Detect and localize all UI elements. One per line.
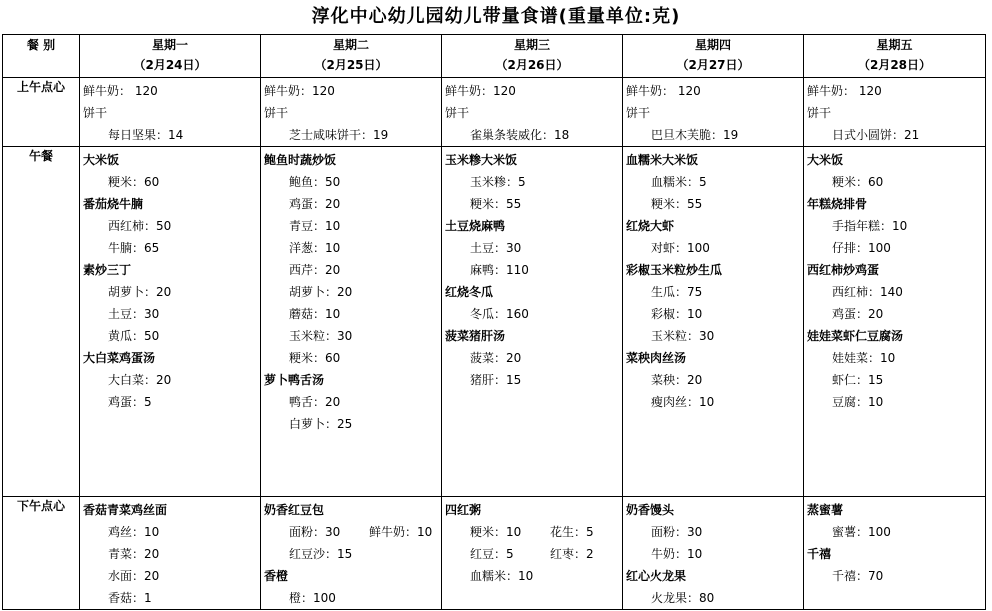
ingredient: 冬瓜：160 (470, 307, 529, 321)
ingredient: 青豆：10 (289, 219, 341, 233)
lunch-row (3, 147, 986, 497)
menu-line: 鲜牛奶：120 (445, 84, 516, 98)
dish-name: 香橙 (264, 569, 289, 583)
menu-line: 饼干 (626, 106, 651, 120)
ingredient: 牛腩：65 (108, 241, 160, 255)
ingredient: 鸡蛋：20 (832, 307, 884, 321)
dish-name: 玉米糁大米饭 (445, 153, 518, 167)
dish-name: 菜秧肉丝汤 (626, 351, 687, 365)
ingredient: 洋葱：10 (289, 241, 341, 255)
ingredient: 粳米：55 (651, 197, 703, 211)
dish-name: 大白菜鸡蛋汤 (83, 351, 156, 365)
day-header-thu (623, 35, 804, 78)
afternoon-cell-thu (623, 497, 804, 610)
ingredient: 玉米糁：5 (470, 175, 526, 189)
morning-cell-tue (261, 78, 442, 147)
day-name: 星期二 (332, 38, 369, 52)
menu-line: 每日坚果：14 (108, 128, 184, 142)
morning-snack-row (3, 78, 986, 147)
ingredient: 鲜牛奶：10 (369, 525, 433, 539)
lunch-cell-thu (623, 147, 804, 497)
ingredient: 鸡蛋：20 (289, 197, 341, 211)
ingredient: 土豆：30 (108, 307, 160, 321)
menu-line: 饼干 (445, 106, 470, 120)
lunch-cell-wed (442, 147, 623, 497)
ingredient: 玉米粒：30 (289, 329, 353, 343)
ingredient: 对虾：100 (651, 241, 710, 255)
ingredient: 蜜薯：100 (832, 525, 891, 539)
dish-name: 鲍鱼时蔬炒饭 (264, 153, 337, 167)
ingredient: 彩椒：10 (651, 307, 703, 321)
afternoon-cell-mon (80, 497, 261, 610)
ingredient: 娃娃菜：10 (832, 351, 896, 365)
day-header-wed (442, 35, 623, 78)
ingredient: 红枣：2 (550, 547, 594, 561)
dish-name: 年糕烧排骨 (807, 197, 868, 211)
day-date: （2月25日） (314, 58, 388, 72)
dish-name: 番茄烧牛腩 (83, 197, 144, 211)
ingredient: 西红柿：50 (108, 219, 172, 233)
ingredient: 千禧：70 (832, 569, 884, 583)
day-name: 星期四 (694, 38, 731, 52)
ingredient: 粳米：55 (470, 197, 522, 211)
morning-cell-thu (623, 78, 804, 147)
ingredient-pair (264, 521, 441, 543)
dish-name: 红烧冬瓜 (445, 285, 494, 299)
dish-name: 西红柿炒鸡蛋 (807, 263, 880, 277)
day-date: （2月24日） (133, 58, 207, 72)
day-header-fri (804, 35, 986, 78)
lunch-cell-mon (80, 147, 261, 497)
ingredient: 面粉：30 (651, 525, 703, 539)
ingredient: 麻鸭：110 (470, 263, 529, 277)
dish-name: 娃娃菜虾仁豆腐汤 (807, 329, 904, 343)
afternoon-snack-row (3, 497, 986, 610)
meal-label-lunch: 午餐 (3, 147, 80, 497)
ingredient: 猪肝：15 (470, 373, 522, 387)
menu-line: 鲜牛奶： 120 (807, 84, 882, 98)
day-name: 星期五 (876, 38, 913, 52)
ingredient: 菜秧：20 (651, 373, 703, 387)
ingredient: 橙：100 (289, 591, 336, 605)
morning-cell-mon (80, 78, 261, 147)
dish-name: 菠菜猪肝汤 (445, 329, 506, 343)
dish-name: 蒸蜜薯 (807, 503, 844, 517)
dish-name: 大米饭 (83, 153, 120, 167)
day-header-mon (80, 35, 261, 78)
ingredient: 土豆：30 (470, 241, 522, 255)
menu-table (2, 34, 986, 610)
day-name: 星期三 (513, 38, 550, 52)
morning-cell-wed (442, 78, 623, 147)
morning-cell-fri (804, 78, 986, 147)
lunch-cell-tue (261, 147, 442, 497)
ingredient: 鸭舌：20 (289, 395, 341, 409)
ingredient: 牛奶：10 (651, 547, 703, 561)
ingredient: 西芹：20 (289, 263, 341, 277)
menu-line: 鲜牛奶： 120 (83, 84, 158, 98)
ingredient: 胡萝卜：20 (289, 285, 353, 299)
menu-line: 饼干 (83, 106, 108, 120)
dish-name: 红烧大虾 (626, 219, 675, 233)
day-date: （2月28日） (857, 58, 932, 72)
menu-line: 鲜牛奶：120 (264, 84, 335, 98)
dish-name: 红心火龙果 (626, 569, 687, 583)
afternoon-cell-tue (261, 497, 442, 610)
ingredient-pair (445, 521, 622, 543)
lunch-cell-fri (804, 147, 986, 497)
ingredient: 鸡蛋：5 (108, 395, 152, 409)
ingredient: 胡萝卜：20 (108, 285, 172, 299)
afternoon-cell-wed (442, 497, 623, 610)
ingredient: 粳米：10 (470, 525, 522, 539)
meal-label-afternoon: 下午点心 (3, 497, 80, 610)
ingredient: 瘦肉丝：10 (651, 395, 715, 409)
ingredient: 水面：20 (108, 569, 160, 583)
ingredient: 粳米：60 (832, 175, 884, 189)
dish-name: 萝卜鸭舌汤 (264, 373, 325, 387)
ingredient: 花生：5 (550, 525, 594, 539)
ingredient: 血糯米：5 (651, 175, 707, 189)
ingredient: 豆腐：10 (832, 395, 884, 409)
ingredient: 红豆沙：15 (289, 547, 353, 561)
ingredient: 红豆：5 (470, 547, 514, 561)
ingredient: 西红柿：140 (832, 285, 903, 299)
dish-name: 千禧 (807, 547, 832, 561)
ingredient: 仔排：100 (832, 241, 891, 255)
menu-line: 饼干 (807, 106, 832, 120)
dish-name: 土豆烧麻鸭 (445, 219, 506, 233)
dish-name: 四红粥 (445, 503, 482, 517)
dish-name: 奶香红豆包 (264, 503, 325, 517)
ingredient: 鲍鱼：50 (289, 175, 341, 189)
menu-line: 鲜牛奶： 120 (626, 84, 701, 98)
meal-column-header: 餐 别 (3, 35, 80, 78)
day-name: 星期一 (151, 38, 188, 52)
day-header-tue (261, 35, 442, 78)
ingredient: 粳米：60 (108, 175, 160, 189)
ingredient-pair (445, 543, 622, 565)
ingredient: 血糯米：10 (470, 569, 534, 583)
ingredient: 菠菜：20 (470, 351, 522, 365)
page-title: 淳化中心幼儿园幼儿带量食谱(重量单位:克) (311, 6, 681, 27)
ingredient: 面粉：30 (289, 525, 341, 539)
ingredient: 黄瓜：50 (108, 329, 160, 343)
dish-name: 大米饭 (807, 153, 844, 167)
dish-name: 奶香馒头 (626, 503, 675, 517)
menu-line: 芝士咸味饼干：19 (289, 128, 389, 142)
dish-name: 血糯米大米饭 (626, 153, 699, 167)
meal-label-morning: 上午点心 (3, 78, 80, 147)
day-date: （2月27日） (676, 58, 750, 72)
ingredient: 白萝卜：25 (289, 417, 353, 431)
dish-name: 彩椒玉米粒炒生瓜 (626, 263, 723, 277)
menu-line: 巴旦木芙脆：19 (651, 128, 739, 142)
ingredient: 手指年糕：10 (832, 219, 908, 233)
menu-line: 雀巢条装威化：18 (470, 128, 570, 142)
ingredient: 火龙果：80 (651, 591, 715, 605)
ingredient: 蘑菇：10 (289, 307, 341, 321)
ingredient: 大白菜：20 (108, 373, 172, 387)
afternoon-cell-fri (804, 497, 986, 610)
menu-line: 饼干 (264, 106, 289, 120)
ingredient: 青菜：20 (108, 547, 160, 561)
ingredient: 香菇：1 (108, 591, 152, 605)
dish-name: 素炒三丁 (83, 263, 132, 277)
header-row (3, 35, 986, 78)
ingredient: 生瓜：75 (651, 285, 703, 299)
day-date: （2月26日） (495, 58, 569, 72)
menu-line: 日式小圆饼：21 (832, 128, 920, 142)
ingredient: 鸡丝：10 (108, 525, 160, 539)
ingredient: 虾仁：15 (832, 373, 884, 387)
ingredient: 粳米：60 (289, 351, 341, 365)
ingredient: 玉米粒：30 (651, 329, 715, 343)
dish-name: 香菇青菜鸡丝面 (83, 503, 168, 517)
